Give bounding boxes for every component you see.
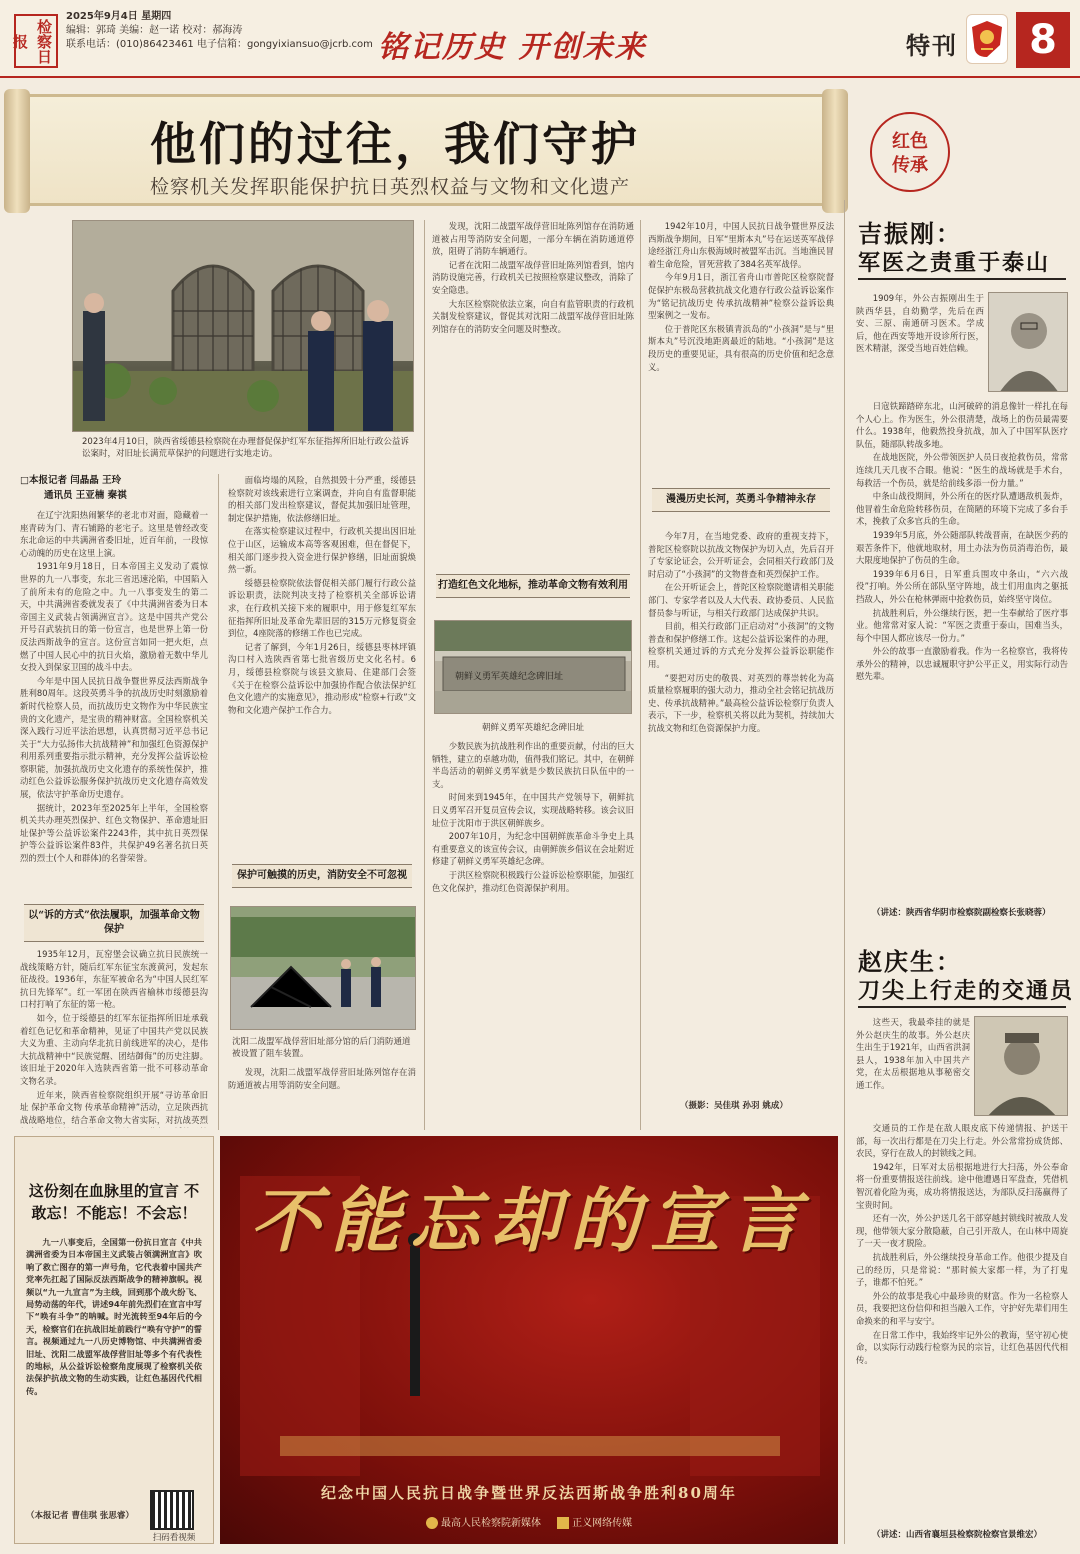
article-column-2: 面临垮塌的风险，自然损毁十分严重，绥德县检察院对该线索进行立案调查，并向自有监督职能的相关部门发出检察建议，督促其加强旧址管理，制定保护措施，依法修缮旧址。 在落实检察建议过程中，行政机关提出因旧址位于山区，运输成本高等客观困难，但在督促下，相关部门逐步投入资金进行保护修缮，旧址面貌焕然一新。 绥德县检察院依法督促相关部门履行行政公益诉讼职责，法院判决支持了检察机关全部诉讼请求，在行政机关接下来的履职中，用于修复红军东征指挥所旧址及革命先辈旧居的315万元修复资金到位，4座院落的修缮工作也已完成。 记者了解到，今年1月26日，绥德县枣林坪镇沟口村入选陕西省第七批省级历史文化名村。6月，绥德县检察院与该县文旅局、住建部门会签《关于在检察公益诉讼中加强协作配合依法保护红色文化遗产的实施意见》，推动形成“检察+行政”文物和文化遗产保护工作合力。 [228, 475, 416, 715]
column-divider [844, 200, 845, 1544]
section-subtitle-4: 漫漫历史长河，英勇斗争精神永存 [652, 488, 830, 512]
story2-body-cont: 交通员的工作是在敌人眼皮底下传递情报、护送干部，每一次出行都是在刀尖上行走。外公常常扮成货郎、农民，穿行在敌人的封锁线之间。 1942年，日军对太岳根据地进行大扫荡，外公奉命将一份重要情报送往前线。途中他遭遇日军盘查，凭借机智沉着化险为夷，成功将情报送达，为部队反扫荡赢得了宝贵时间。 还有一次，外公护送几名干部穿越封锁线时被敌人发现，他带领大家分散隐蔽，自己引开敌人，在山林中周旋了一天一夜才脱险。 抗战胜利后，外公继续投身革命工作。他很少提及自己的经历，只是常说：“那时候大家都一样，为了打鬼子，谁都不怕死。” 外公的故事是我心中最珍贵的财富。作为一名检察人员，我要把这份信仰和担当融入工作，守护好先辈们用生命换来的和平与安宁。 在日常工作中，我始终牢记外公的教诲，坚守初心使命，以实际行动践行检察为民的宗旨，让红色基因代代相传。 [856, 1123, 1068, 1365]
photo-inspection-site [72, 220, 414, 432]
article-column-3b: 少数民族为抗战胜利作出的重要贡献，付出的巨大牺牲，建立的卓越功勋，值得我们铭记。其中，在朝鲜半岛活动的朝鲜义勇军就是少数民族抗日队伍中的一支。 时间来到1945年，在中国共产党领导下，朝鲜抗日义勇军召开复员宣传会议，实现战略转移。该会议旧址位于沈阳市于洪区朝鲜族乡。 2007年10月，为纪念中国朝鲜族革命斗争史上具有重要意义的该宣传会议，由朝鲜族乡倡议在会址附近修建了朝鲜义勇军英雄纪念碑。 于洪区检察院积极践行公益诉讼检察职能，加强红色文化保护，推动红色资源保护利用。 [432, 741, 634, 893]
photo-inspection-caption: 2023年4月10日，陕西省绥德县检察院在办理督促保护红军东征指挥所旧址行政公益诉讼案时，对旧址长满荒草保护的问题进行实地走访。 [82, 437, 409, 459]
video-feature-body: 九一八事变后，全国第一份抗日宣言《中共满洲省委为日本帝国主义武装占领满洲宣言》吹响了救亡图存的第一声号角，它代表着中国共产党率先扛起了国际反法西斯战争的精神旗帜。视频以“九一九宣言”为主线，回到那个战火纷飞、局势动荡的年代，讲述94年前先烈们在宣言中写下“唤有斗争”的呐喊。时光流转至94年后的今天，检察官们在抗战旧址前践行“唤有守护”的誓言。视频通过九一八历史博物馆、中共满洲省委旧址、沈阳二战盟军战俘营旧址等多个有代表性的地标，从公益诉讼检察角度展现了检察机关依法保护抗战文物的生动实践，让红色基因代代相传。 [26, 1237, 202, 1396]
newspaper-logo: 检察日报 [14, 14, 58, 68]
page-number: 8 [1016, 12, 1070, 68]
issue-date: 2025年9月4日 星期四 [66, 11, 172, 22]
story2-body: 这些天，我最牵挂的就是外公赵庆生的故事。外公赵庆生出生于1921年，山西省洪洞县人，1938年加入中国共产党，在太岳根据地从事秘密交通工作。 [856, 1017, 970, 1090]
section-label: 特刊 [906, 31, 958, 60]
video-feature-title: 这份刻在血脉里的宣言 不敢忘！不能忘！不会忘！ [28, 1182, 200, 1222]
photo-fire-lane-caption: 沈阳二战盟军战俘营旧址部分馆的后门消防通道被设置了阻车装置。 [232, 1037, 411, 1059]
story2-title: 刀尖上行走的交通员 [858, 978, 1075, 1004]
video-feature-author: （本报记者 曹佳琪 张思睿） [26, 1511, 134, 1521]
article-column-3: 发现，沈阳二战盟军战俘营旧址陈列馆存在消防通道被占用等消防安全问题，一部分车辆在消防通道停放，阻碍了消防车辆通行。 记者在沈阳二战盟军战俘营旧址陈列馆看到，馆内消防设施完善，行政机关已按照检察建议整改，消除了安全隐患。 大东区检察院依法立案，向自有监管职责的行政机关制发检察建议，督促其对沈阳二战盟军战俘营旧址陈列馆存在的消防安全问题及时整改。 [432, 221, 634, 334]
column-divider [424, 220, 425, 1130]
story1-body: 1909年，外公吉振刚出生于陕西华县，自幼勤学，先后在西安、三原、南通研习医术。学成后，他在西安等地开设诊所行医，医术精湛，深受当地百姓信赖。 [856, 293, 984, 354]
section-subtitle-1: 以“诉的方式”依法履职，加强革命文物保护 [24, 904, 204, 942]
photo-fire-lane-barrier [230, 906, 416, 1030]
portrait-ji-zhengang [988, 292, 1068, 392]
page-subheadline: 检察机关发挥职能保护抗日英烈权益与文物和文化遗产 [150, 176, 631, 198]
story1-title: 军医之责重于泰山 [858, 250, 1051, 276]
column-divider [218, 474, 219, 1130]
photo-monument [434, 620, 632, 714]
procuratorate-emblem-icon [966, 14, 1008, 64]
publisher-justice-net: 正义网络传媒 [572, 1518, 633, 1529]
column-divider [640, 220, 641, 1130]
editors: 编辑：郭琦 美编：赵一诺 校对：郝海涛 [66, 25, 243, 36]
justice-net-logo-icon [557, 1517, 569, 1529]
publisher-spp-newmedia: 最高人民检察院新媒体 [441, 1518, 542, 1529]
qr-code-icon[interactable] [150, 1490, 194, 1530]
reporter-byline: □本报记者 闫晶晶 王玲 [20, 475, 122, 486]
section-subtitle-2: 保护可触摸的历史，消防安全不可忽视 [232, 864, 412, 888]
section-subtitle-3: 打造红色文化地标，推动革命文物有效利用 [436, 574, 630, 598]
red-heritage-badge: 红色 传承 [870, 112, 950, 192]
contact: 联系电话：(010)86423461 电子信箱：gongyixiansuo@jcrb.com [66, 39, 373, 50]
article-column-2b: 发现，沈阳二战盟军战俘营旧址陈列馆存在消防通道被占用等消防安全问题。 [228, 1067, 416, 1090]
story1-name: 吉振刚： [858, 219, 962, 248]
portrait-zhao-qingsheng [974, 1016, 1068, 1116]
banner-title: 不能忘却的宣言 [250, 1179, 810, 1262]
article-column-1: □本报记者 闫晶晶 王玲 通讯员 王亚楠 秦祺 在辽宁沈阳热闹繁华的老北市对面，隐藏着一座青砖为门、青石铺路的老宅子。这里是曾经改变东北命运的中共满洲省委旧址，近百年前，一段惊心动魄的历史在这里上演。 1931年9月18日，日本帝国主义发动了震惊世界的九一八事变，东北三省迅速沦陷，中国陷入了前所未有的危险之中。九一八事变发生的第二天，中共满洲省委就发表了《中共满洲省委为日本帝国主义武装占领满洲宣言》。这是中国共产党公开号召武装抗日的第一份宣言，也是世界上第一份反法西斯战争的宣言。这份宣言如同一把火炬，点燃了中国人民心中的抗日火焰，激励着无数中华儿女投入到保家卫国的战斗中去。 今年是中国人民抗日战争暨世界反法西斯战争胜利80周年。这段英勇斗争的抗战历史时刻激励着新时代检察人员，而抗战历史文物作为中华民族宝贵的文化遗产，是宝贵的精神财富。全国检察机关深入践行习近平法治思想，认真贯彻习近平总书记关于“大力弘扬伟大抗战精神”和加强红色资源保护利用系列重要指示批示精神，充分发挥公益诉讼检察职能，加强抗战历史文化遗存的系统性保护，推动红色公益诉讼服务保护抗战历史文化遗存高效发展，依法守护革命历史遗存。 据统计，2023年至2025年上半年，全国检察机关共办理英烈保护、红色文物保护、革命遗址旧址保护等公益诉讼案件2243件，其中抗日英烈保护等公益诉讼案件83件，共保护49名著名抗日英烈的烈士(个人和群体)的名誉荣誉。 [20, 475, 208, 864]
banner-anniversary-line: 纪念中国人民抗日战争暨世界反法西斯战争胜利80周年 [321, 1484, 737, 1502]
spp-emblem-icon [426, 1517, 438, 1529]
story2-title-rule [858, 1006, 1066, 1008]
page-headline: 他们的过往，我们守护 [150, 117, 640, 171]
photo-credit: （摄影：吴佳琪 孙羽 姚成） [680, 1101, 788, 1111]
article-column-4: 1942年10月，中国人民抗日战争暨世界反法西斯战争期间，日军“里斯本丸”号在运送英军战俘途经浙江舟山东极海域时被盟军击沉。当地渔民冒着生命危险，冒死营救了384名英军战俘。 今年9月1日，浙江省舟山市普陀区检察院督促保护东极岛营救抗战文化遗存行政公益诉讼案作为“铭记抗战历史 传承抗战精神”检察公益诉讼典型案例之一发布。 位于普陀区东极镇青浜岛的“小孩洞”是与“里斯本丸”号沉没地距离最近的陆地。“小孩洞”是这段历史的重要见证，具有很高的历史价值和纪念意义。 [648, 221, 834, 372]
issue-meta [66, 10, 373, 52]
article-column-4b: 今年7月，在当地党委、政府的重视支持下，普陀区检察院以抗战文物保护为切入点，先后召开了专家论证会，公开听证会，会同相关行政部门及时启动了“小孩洞”的文物普查和英烈保护工作。 在公开听证会上，普陀区检察院邀请相关职能部门、专家学者以及人大代表、政协委员、人民监督员参与听证，与相关行政部门达成保护共识。 目前，相关行政部门正启动对“小孩洞”的文物普查和保护修缮工作。这起公益诉讼案件的办理，检察机关通过诉的方式充分发挥公益诉讼职能作用。 “要把对历史的敬畏、对英烈的尊崇转化为高质量检察履职的强大动力，推动全社会铭记抗战历史、传承抗战精神。”最高检公益诉讼检察厅负责人表示，下一步，检察机关将以此为契机，持续加大抗战文物和红色资源保护力度。 [648, 531, 834, 733]
svg-text:朝鲜义勇军英雄纪念碑旧址: 朝鲜义勇军英雄纪念碑旧址 [455, 672, 564, 682]
qr-code-label: 扫码看视频 [152, 1533, 196, 1543]
correspondent-byline: 通讯员 王亚楠 秦祺 [44, 490, 127, 501]
page-slogan: 铭记历史 开创未来 [378, 30, 647, 65]
photo-monument-caption: 朝鲜义勇军英雄纪念碑旧址 [481, 723, 584, 733]
story1-narrator: （讲述：陕西省华阴市检察院副检察长张晓蓉） [872, 908, 1051, 918]
story1-title-rule [858, 278, 1066, 280]
article-column-1b: 1935年12月，瓦窑堡会议确立抗日民族统一战线策略方针，随后红军东征宝东渡黄河，发起东征战役。1936年，东征军被命名为“中国人民红军抗日先锋军”。红一军团在陕西省榆林市绥德县沟口村打响了东征的第一枪。 如今，位于绥德县的红军东征指挥所旧址承载着红色记忆和革命精神，见证了中国共产党以民族大义为重、主动向华北抗日前线进军的决心，是伟大抗战精神中“民族觉醒、团结御侮”的历史注脚。该旧址于2020年入选陕西省第一批不可移动革命文物名录。 近年来，陕西省检察院组织开展“寻访革命旧址 保护革命文物 传承革命精神”活动，立足陕西抗战战略地位，结合革命文物大省实际，对抗战英烈 [20, 949, 208, 1125]
story2-name: 赵庆生： [858, 947, 962, 976]
banner-publishers [220, 1514, 838, 1529]
story2-narrator: （讲述：山西省襄垣县检察院检察官景维宏） [872, 1530, 1043, 1540]
story1-body-cont: 日寇铁蹄踏碎东北，山河破碎的消息像针一样扎在每个人心上。作为医生，外公很清楚，战场上的伤员最需要什么。1938年，他毅然投身抗战，加入了中国军队医疗队伍，随部队转战多地。 在战地医院，外公带领医护人员日夜抢救伤员，常常连续几天几夜不合眼。他说：“医生的战场就是手术台，每救活一个伤员，就是给前线多添一份力量。” 中条山战役期间，外公所在的医疗队遭遇敌机轰炸，他冒着生命危险转移伤员，在简陋的环境下完成了多台手术，挽救了众多官兵的生命。 1939年5月底，外公随部队转战晋南，在缺医少药的艰苦条件下，他就地取材，用土办法为伤员消毒治伤，最大限度地保护了伤员的生命。 1939年6月6日，日军重兵围攻中条山，“六六战役”打响。外公所在部队坚守阵地，战士们用血肉之躯抵挡敌人，外公在枪林弹雨中抢救伤员，始终坚守岗位。 抗战胜利后，外公继续行医，把一生奉献给了医疗事业。他常常对家人说：“军医之责重于泰山，国难当头，每个中国人都应该尽一份力。” 外公的故事一直激励着我。作为一名检察官，我将传承外公的精神，以忠诚履职守护公平正义，用实际行动告慰先辈。 [856, 401, 1068, 682]
